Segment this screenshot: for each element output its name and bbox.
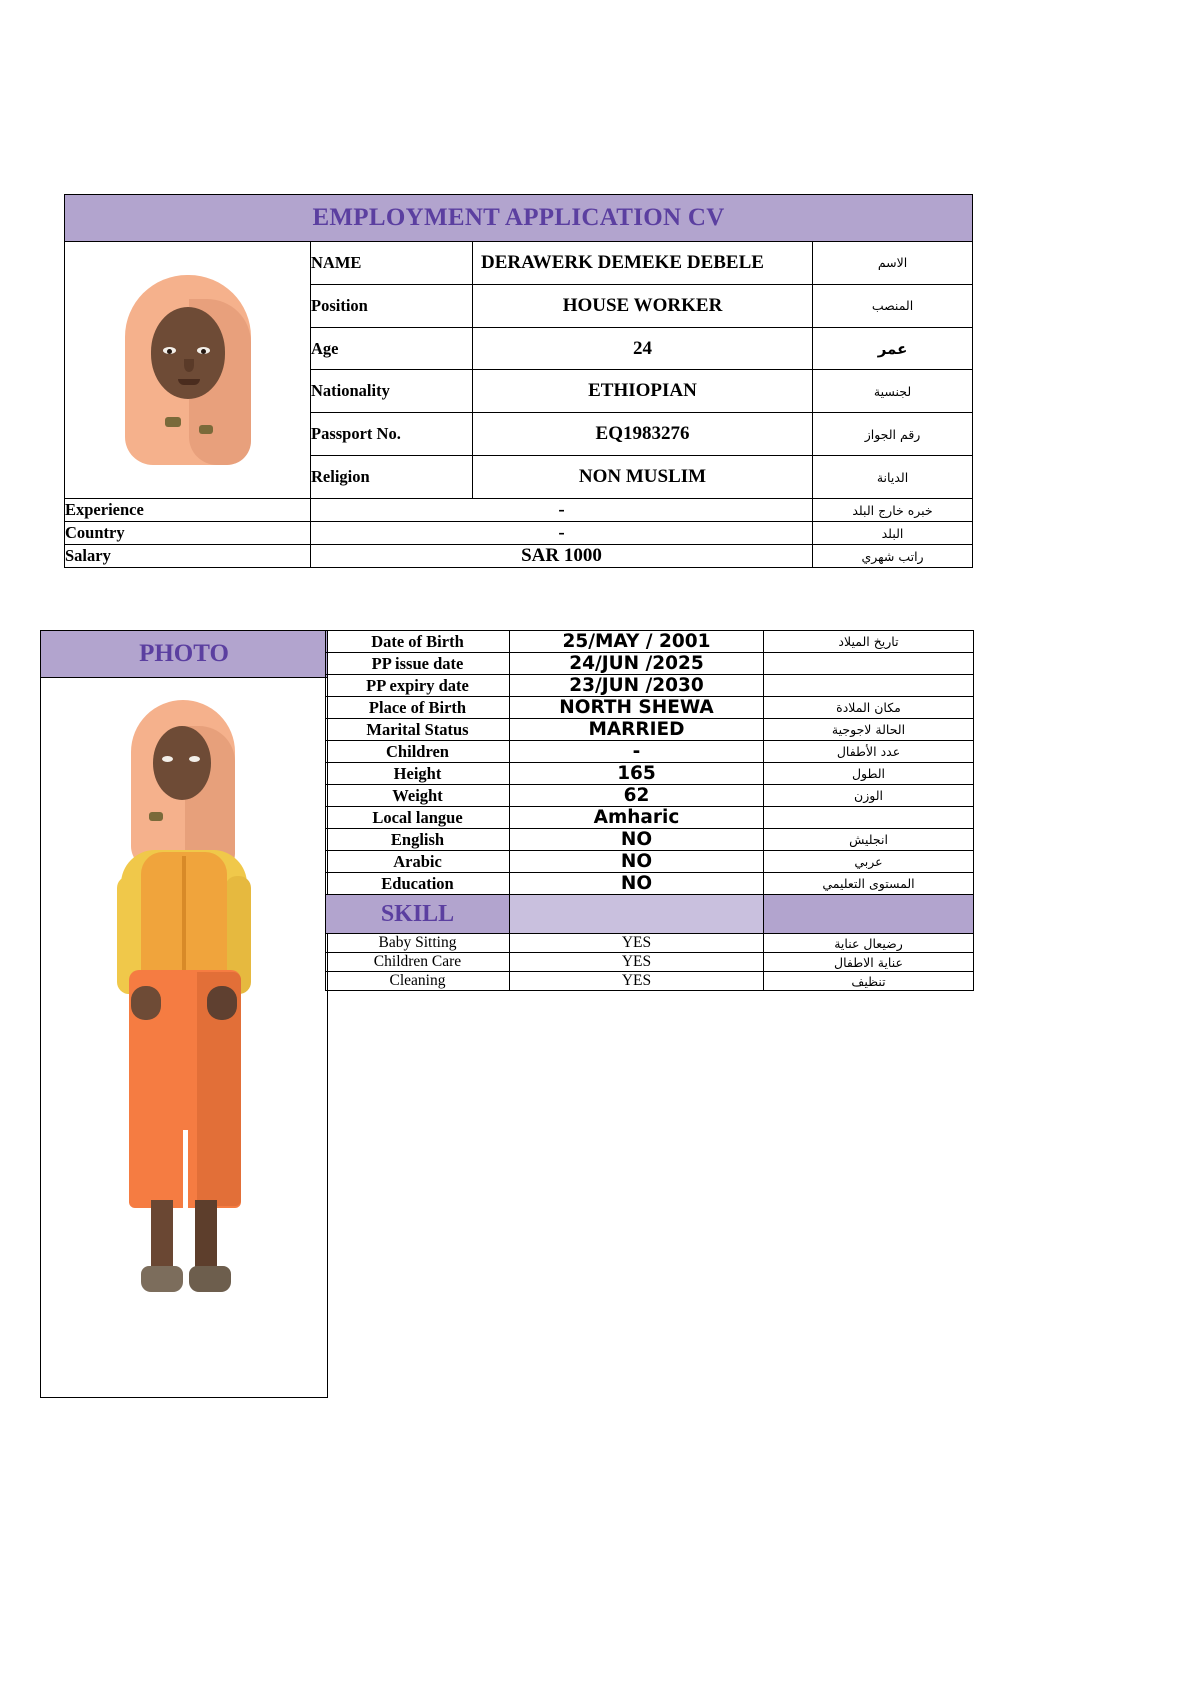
- field-label-pob: Place of Birth: [326, 697, 510, 719]
- skill-arabic-children-care: عناية الاطفال: [764, 953, 974, 972]
- field-label-salary: Salary: [65, 545, 311, 568]
- table-row: [326, 741, 974, 763]
- field-arabic-education: المستوى التعليمي: [764, 873, 974, 895]
- table-row: [326, 934, 974, 953]
- field-value-children: -: [510, 741, 764, 763]
- field-arabic-marital: الحالة لاجوجية: [764, 719, 974, 741]
- right-hand: [207, 986, 237, 1020]
- field-arabic-passport: رقم الجواز: [813, 413, 973, 456]
- page-title: EMPLOYMENT APPLICATION CV: [65, 195, 973, 242]
- portrait-illustration: [103, 269, 273, 489]
- brooch-icon-right: [199, 425, 213, 434]
- field-arabic-pp-expiry: [764, 675, 974, 697]
- right-pupil: [201, 349, 206, 354]
- table-row: [326, 675, 974, 697]
- field-label-arabic: Arabic: [326, 851, 510, 873]
- face-shape: [151, 307, 225, 399]
- field-arabic-experience: خبره خارج البلد: [813, 499, 973, 522]
- full-body-photo: [41, 700, 327, 1419]
- field-label-pp-expiry: PP expiry date: [326, 675, 510, 697]
- right-eye: [189, 756, 200, 762]
- field-label-height: Height: [326, 763, 510, 785]
- right-shoe: [189, 1266, 231, 1292]
- mouth-shape: [178, 379, 200, 385]
- table-row: [65, 499, 973, 522]
- brooch-icon-left: [165, 417, 181, 427]
- field-arabic-religion: الديانة: [813, 456, 973, 499]
- table-row: [326, 953, 974, 972]
- skills-header: SKILL: [326, 895, 510, 934]
- field-value-marital: MARRIED: [510, 719, 764, 741]
- left-pupil: [167, 349, 172, 354]
- field-arabic-height: الطول: [764, 763, 974, 785]
- field-label-marital: Marital Status: [326, 719, 510, 741]
- table-row: [326, 873, 974, 895]
- left-leg: [151, 1200, 173, 1272]
- field-arabic-nationality: لجنسية: [813, 370, 973, 413]
- field-label-religion: Religion: [311, 456, 473, 499]
- field-value-country: -: [311, 522, 813, 545]
- table-row: [326, 653, 974, 675]
- field-arabic-position: المنصب: [813, 284, 973, 327]
- table-row: [326, 719, 974, 741]
- photo-panel: [40, 630, 328, 1398]
- field-value-age: 24: [473, 327, 813, 370]
- field-value-arabic: NO: [510, 851, 764, 873]
- skills-header-arabic: [764, 895, 974, 934]
- table-row: [326, 807, 974, 829]
- table-row: [65, 545, 973, 568]
- field-label-name: NAME: [311, 242, 473, 285]
- table-row-title: [65, 195, 973, 242]
- field-value-english: NO: [510, 829, 764, 851]
- field-value-dob: 25/MAY / 2001: [510, 631, 764, 653]
- nose-shape: [184, 359, 194, 372]
- field-label-pp-issue: PP issue date: [326, 653, 510, 675]
- table-row: [65, 242, 973, 285]
- personal-info-table: [64, 194, 973, 568]
- field-value-position: HOUSE WORKER: [473, 284, 813, 327]
- skill-value-baby-sitting: YES: [510, 934, 764, 953]
- skill-value-children-care: YES: [510, 953, 764, 972]
- field-label-country: Country: [65, 522, 311, 545]
- field-arabic-local-langue: [764, 807, 974, 829]
- table-row: [326, 763, 974, 785]
- details-table: [325, 630, 974, 991]
- field-arabic-children: عدد الأطفال: [764, 741, 974, 763]
- skill-label-cleaning: Cleaning: [326, 972, 510, 991]
- table-row: [326, 972, 974, 991]
- skill-label-baby-sitting: Baby Sitting: [326, 934, 510, 953]
- field-arabic-weight: الوزن: [764, 785, 974, 807]
- field-label-nationality: Nationality: [311, 370, 473, 413]
- skill-value-cleaning: YES: [510, 972, 764, 991]
- field-arabic-salary: راتب شهري: [813, 545, 973, 568]
- field-label-passport: Passport No.: [311, 413, 473, 456]
- field-arabic-dob: تاريخ الميلاد: [764, 631, 974, 653]
- field-value-passport: EQ1983276: [473, 413, 813, 456]
- portrait-photo: [65, 242, 311, 499]
- table-row: [326, 829, 974, 851]
- field-label-dob: Date of Birth: [326, 631, 510, 653]
- field-value-religion: NON MUSLIM: [473, 456, 813, 499]
- full-body-illustration: [79, 700, 289, 1330]
- face-shape: [153, 726, 211, 800]
- table-row: [326, 697, 974, 719]
- field-value-experience: -: [311, 499, 813, 522]
- field-value-weight: 62: [510, 785, 764, 807]
- field-label-english: English: [326, 829, 510, 851]
- left-hand: [131, 986, 161, 1020]
- table-row: [326, 851, 974, 873]
- field-value-name: DERAWERK DEMEKE DEBELE: [473, 242, 813, 285]
- field-arabic-pob: مكان الملادة: [764, 697, 974, 719]
- field-arabic-arabic: عربي: [764, 851, 974, 873]
- field-value-pob: NORTH SHEWA: [510, 697, 764, 719]
- zipper-line: [182, 856, 186, 974]
- field-value-nationality: ETHIOPIAN: [473, 370, 813, 413]
- field-label-local-langue: Local langue: [326, 807, 510, 829]
- skills-header-blank: [510, 895, 764, 934]
- skill-arabic-cleaning: تنظيف: [764, 972, 974, 991]
- skill-arabic-baby-sitting: رضيعال عناية: [764, 934, 974, 953]
- field-arabic-country: البلد: [813, 522, 973, 545]
- table-row: [326, 785, 974, 807]
- field-arabic-english: انجليش: [764, 829, 974, 851]
- field-value-pp-issue: 24/JUN /2025: [510, 653, 764, 675]
- field-value-pp-expiry: 23/JUN /2030: [510, 675, 764, 697]
- field-arabic-age: عمر: [813, 327, 973, 370]
- left-eye: [163, 347, 176, 354]
- table-row: [326, 631, 974, 653]
- field-label-weight: Weight: [326, 785, 510, 807]
- left-shoe: [141, 1266, 183, 1292]
- skirt-slit: [183, 1130, 188, 1208]
- field-label-experience: Experience: [65, 499, 311, 522]
- field-arabic-pp-issue: [764, 653, 974, 675]
- right-leg: [195, 1200, 217, 1272]
- skills-header-row: [326, 895, 974, 934]
- right-eye: [197, 347, 210, 354]
- skill-label-children-care: Children Care: [326, 953, 510, 972]
- field-label-age: Age: [311, 327, 473, 370]
- field-value-education: NO: [510, 873, 764, 895]
- photo-panel-header: PHOTO: [41, 631, 327, 678]
- table-row: [65, 522, 973, 545]
- field-label-education: Education: [326, 873, 510, 895]
- field-value-salary: SAR 1000: [311, 545, 813, 568]
- brooch-icon: [149, 812, 163, 821]
- field-label-position: Position: [311, 284, 473, 327]
- field-value-height: 165: [510, 763, 764, 785]
- field-label-children: Children: [326, 741, 510, 763]
- field-arabic-name: الاسم: [813, 242, 973, 285]
- left-eye: [162, 756, 173, 762]
- field-value-local-langue: Amharic: [510, 807, 764, 829]
